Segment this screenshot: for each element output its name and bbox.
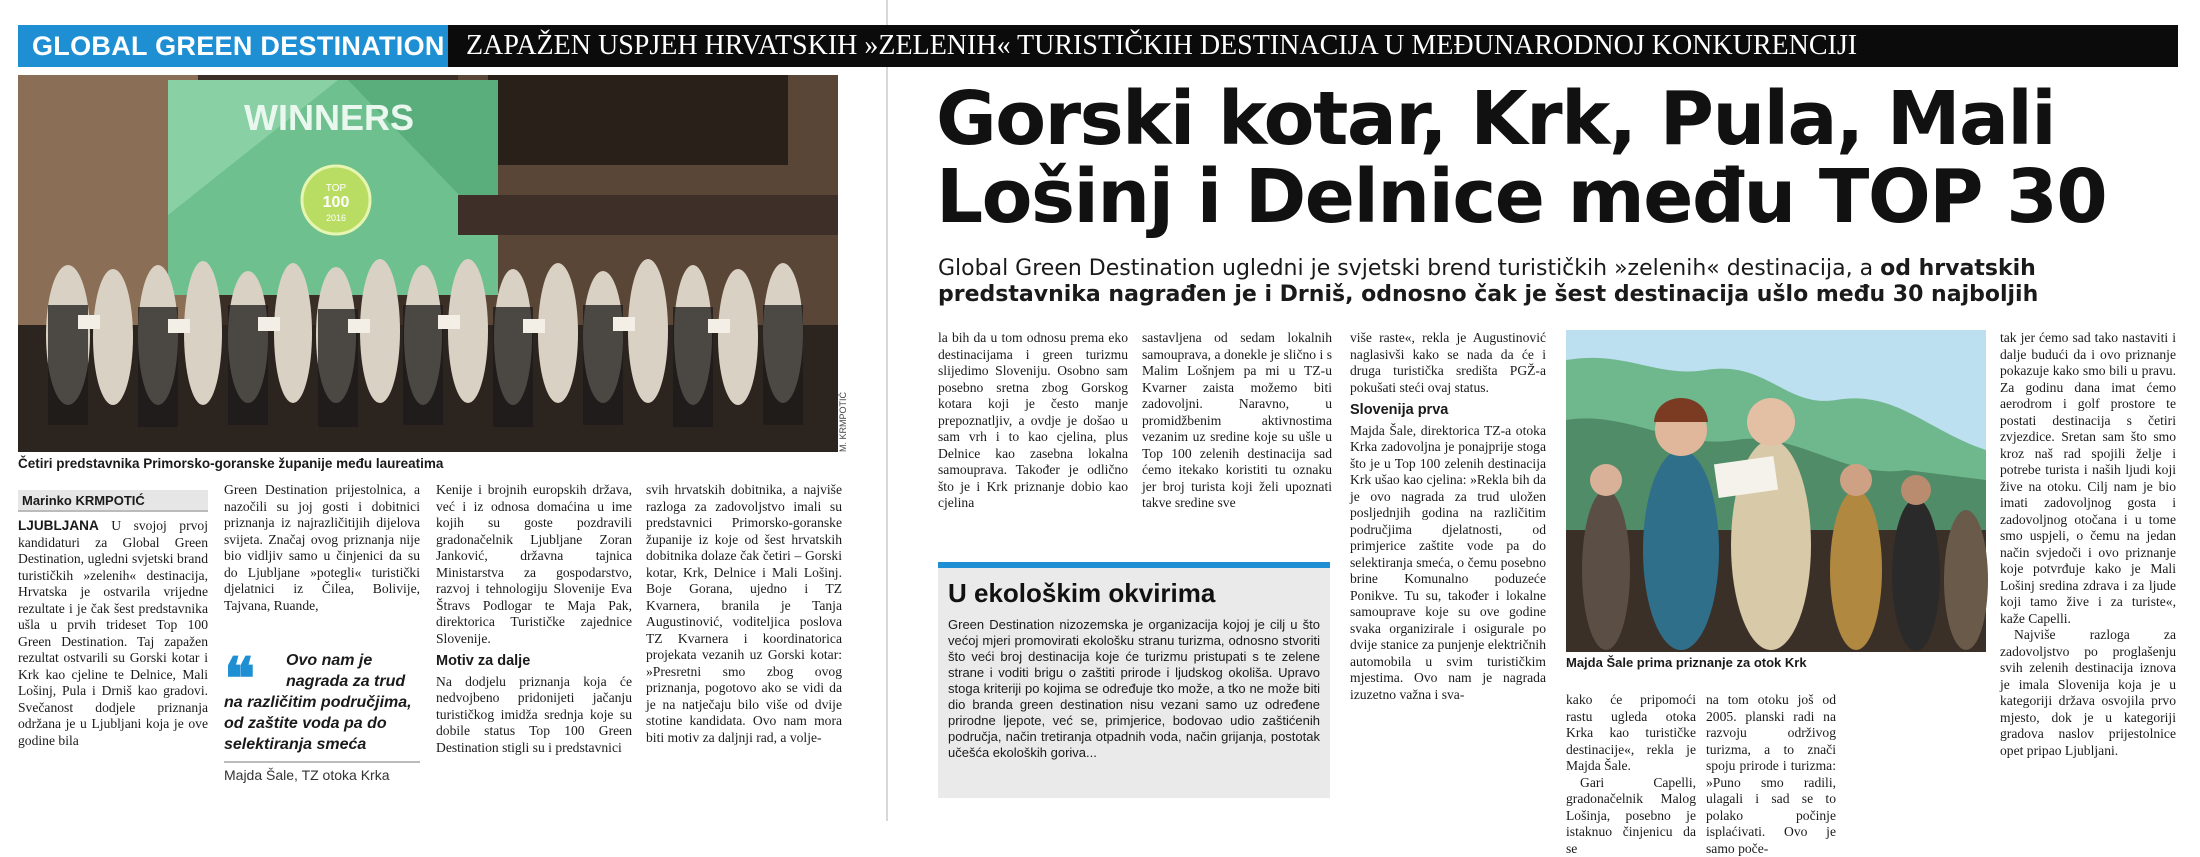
kicker-headline: ZAPAŽEN USPJEH HRVATSKIH »ZELENIH« TURISTIČKIH DESTINACIJA U MEĐUNARODNOJ KONKURENCIJI — [466, 25, 1857, 67]
box-body: Green Destination nizozemska je organizacija kojoj je cilj u što većoj mjeri promovirati ekološku stranu turizma, odnosno stvoriti što veći broj destinacija koje će turizmu pristupati s te zelene strane i voditi brigu o zaštiti prirode i ljudskog okoliša. Upravo stoga kriteriji po kojima se određuje tko može, a tko ne može biti dio branda green destination nisu vezani samo uz određene prirodne ljepote, već se, primjerice, bodovao udio zaštićenih područja, način tretiranja otpadnih voda, način grijanja, postotak učešća ekoloških goriva... — [938, 613, 1330, 765]
box-title: U ekološkim okvirima — [938, 568, 1330, 613]
page-gutter — [886, 0, 888, 821]
article-column-7 — [1350, 330, 1546, 800]
quote-text-a: Ovo nam je nagrada za trud — [286, 650, 420, 692]
headline-deck — [938, 256, 2178, 308]
quote-mark-icon: ❝ — [224, 654, 255, 704]
column-2-text: Green Destination prijestolnica, a nazočili su joj gosti i dobitnici priznanja iz najrazličitijih dijelova svijeta. Značaj ovog priznanja nije bio vidljiv samo u činjenici da su do Ljubljane »potegli« turistički djelatnici iz Čilea, Bolivije, Tajvana, Ruande, — [224, 482, 420, 613]
main-photo-caption: Četiri predstavnika Primorsko-goranske županije među laureatima — [18, 456, 838, 471]
award-ceremony-photo — [18, 75, 838, 452]
column-5-text: la bih da u tom odnosu premа eko destinacijama i green turizmu slijedimo Sloveniju. Osobno sam posebno sretna zbog Gorskog kotara koji je često manje prepoznatljiv, a ovdje je došao u sam vrh i to kao cjelina, plus Delnice kao zasebna lokalna samouprava. Također je odlično što je i Krk priznanje dobio kao cjelina — [938, 330, 1128, 510]
column-8-text: kako će pripomoći rastu ugleda otoka Krka kao turističke destinacije«, rekla je Majda Šale. — [1566, 692, 1696, 775]
column-10-text2: Najviše razloga za zadovoljstvo po proglašenju svih zelenih destinacija iznova je imala Slovenija koja je u kategoriji država osvojila prvo mjesto, dok je u kategoriji gradova naslov prijestolnice opet pripao Ljubljani. — [2000, 627, 2176, 759]
article-column-3 — [436, 482, 632, 812]
badge-top: TOP — [326, 183, 347, 194]
column-10-text: tak jer ćemo sad tako nastaviti i dalje budući da i ovo priznanje pokazuje kako smo bili u pravu. Za godinu dana imat ćemo aerodrom i golf prostore te postati destinacija s četiri zvjezdice. Sretan sam što smo kroz naš rad spojili želje i potrebe turista i naših ljudi koji žive na otoku. Cilj nam je bio imati zadovoljnog gosta i zadovoljnog otočana i u tome smo uspjeli, o čemu na jedan način svjedoči i ovo priznanje koje potvrđuje kako je Mali Lošinj sredina zdrava i za ljude koji tamo žive i za turiste«, kaže Capelli. — [2000, 330, 2176, 627]
column-3-text2: Na dodjelu priznanja koja će nedvojbeno pridonijeti jačanju turističkog imidža srednja koje su dobile status Top 100 Green Destination stigli su i predstavnici — [436, 674, 632, 757]
article-column-6 — [1142, 330, 1332, 555]
quote-text-b: na različitim područjima, od zaštite voda pa do selektiranja smeća — [224, 692, 420, 755]
article-column-5 — [938, 330, 1128, 555]
column-8-text2: Gari Capelli, gradonačelnik Malog Lošinja, posebno je istaknuo činjenicu da se — [1566, 775, 1696, 857]
subheading-slovenija: Slovenija prva — [1350, 402, 1546, 419]
column-4-text: svih hrvatskih dobitnika, a najviše razloga za zadovoljstvo imali su predstavnici Primorsko-goranske županije iz koje od šest hrvatskih dobitnika dolaze čak četiri – Gorski kotar, Krk, Delnice i Mali Lošinj. Boje Gorana, ujedno i TZ Kvarnera, branila je Tanja Augustinović, voditeljica poslova TZ Kvarnera i koordinatorica projekata vezanih uz Gorski kotar: »Presretni smo zbog ovog priznanja, pogotovo ako se vidi da je na natječaju bilo više od dvije stotine kandidata. Ovo nam mora biti motiv za daljnji rad, a volje- — [646, 482, 842, 745]
column-7-text2: Majda Šale, direktorica TZ-a otoka Krka zadovoljna je ponajprije stoga što je u Top 100 zelenih destinacija Krk ušao kao cjelina: »Rekla bih da je ovo nagrada za trud uložen posljednjih godina na različitim područjima djelatnosti, od primjerice zaštite vode pa do selektiranja smeća, o čemu posebno brine Komunalno poduzeće Ponikve. Tu su, također i lokalne samouprave koje su ove godine svaka organizirale i osigurale po dvije stanice za punjenje električnih automobila u svim turističkim mjestima. Ovo nam je nagrada izuzetno važna i sva- — [1350, 423, 1546, 704]
column-6-text: sastavljena od sedam lokalnih samouprava, a donekle je slično i s Malim Lošnjem pa mi u TZ-u Kvarner zaista možemo biti zadovoljni. Naravno, u promidžbenim aktivnostima vezanim uz sredine koje su ušle u Top 100 zelenih destinacija sad ćemo itekako koristiti tu oznaku jer broj turista koji želi upoznati takve sredine sve — [1142, 330, 1332, 510]
section-tag: GLOBAL GREEN DESTINATION — [18, 25, 448, 67]
column-9-text: na tom otoku još od 2005. planski radi na razvoju održivog turizma, a to znači spoju prirode i turizma: »Puno smo radili, ulagali i sad se to polako počinje isplaćivati. Ovo je samo poče- — [1706, 692, 1836, 856]
column-1-text: U svojoj prvoj kandidaturi za Global Green Destination, ugledni svjetski brand turističkih »zelenih« destinacija, Hrvatska je ostvarila vrijedne rezultate i je čak šest predstavnika ušla u prvih trideset Top 100 Green Destination. Taj zapažen rezultat ostvarili su Gorski kotar i Krk kao cjeline te Delnice, Mali Lošinj, Pula i Drniš kao gradovi. Svečanost dodjele priznanja održana je u Ljubljani koja je ove godine bila — [18, 518, 208, 748]
deck-plain: Global Green Destination ugledni je svjetski brend turističkih »zelenih« destinacija, a — [938, 256, 1880, 281]
article-column-9 — [1706, 692, 1836, 812]
main-headline: Gorski kotar, Krk, Pula, Mali Lošinj i Delnice među TOP 30 — [936, 80, 2176, 236]
article-column-10 — [2000, 330, 2176, 814]
right-photo-caption: Majda Šale prima priznanje za otok Krk — [1566, 655, 1986, 670]
article-column-1 — [18, 518, 208, 813]
award-handover-photo — [1566, 330, 1986, 652]
top-banner — [18, 25, 2178, 67]
pull-quote — [224, 650, 420, 783]
dateline: LJUBLJANA — [18, 518, 99, 533]
badge-100: 100 — [323, 194, 350, 211]
badge-year: 2016 — [326, 213, 346, 223]
photo-credit: M. KRMPOTIĆ — [838, 438, 848, 452]
screen-winners-text: WINNERS — [244, 97, 414, 138]
article-column-4 — [646, 482, 842, 812]
column-3-text: Kenije i brojnih europskih država, već i iz odnosa domaćina u ime kojih su goste pozdravili gradonačelnik Ljubljane Zoran Janković, državna tajnica Ministarstva za gospodarstvo, razvoj i tehnologiju Slovenije Eva Štravs Podlogar te Maja Pak, direktorica Turističke zajednice Slovenije. — [436, 482, 632, 647]
author-byline: Marinko KRMPOTIĆ — [18, 490, 208, 512]
subheading-motiv: Motiv za dalje — [436, 653, 632, 670]
info-box — [938, 562, 1330, 798]
article-column-8 — [1566, 692, 1696, 812]
deck-bold: od hrvatskih predstavnika nagrađen je i Drniš, odnosno čak je šest destinacija ušlo među 30 najboljih — [938, 256, 2038, 307]
quote-signature: Majda Šale, TZ otoka Krka — [224, 761, 420, 783]
column-7-text: više raste«, rekla je Augustinović naglasivši kako se nada da će i druga turistička središta PGŽ-a pokušati steći ovaj status. — [1350, 330, 1546, 396]
article-column-2 — [224, 482, 420, 647]
